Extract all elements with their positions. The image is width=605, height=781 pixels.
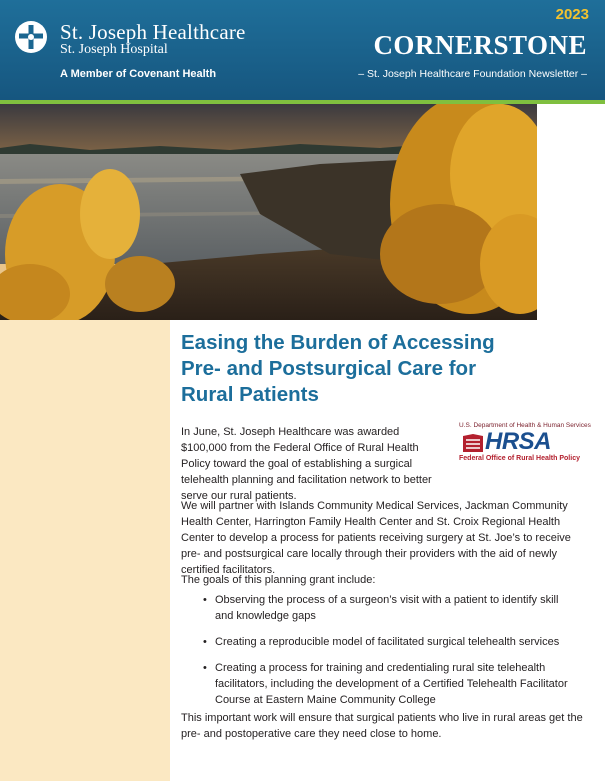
article-paragraph: This important work will ensure that surgical patients who live in rural areas get the pre- and postoperative care they need close to home. <box>181 712 583 740</box>
hrsa-department-text: U.S. Department of Health & Human Services <box>459 422 591 429</box>
article-paragraph: We will partner with Islands Community Medical Services, Jackman Community Health Center, Harrington Family Health Center and St. Croix Regional Health Center to develop a process for patients receiving surgery at St. Joe’s to receive pre- and postsurgical care locally through their providers with the aid of newly certified facilitators. <box>181 500 571 576</box>
hhs-eagle-icon <box>461 432 485 454</box>
list-item: • Observing the process of a surgeon’s visit with a patient to identify skill and knowledge gaps <box>201 592 571 624</box>
hrsa-tagline: Federal Office of Rural Health Policy <box>459 455 580 462</box>
list-item: • Creating a process for training and credentialing rural site telehealth facilitators, including the development of a Certified Telehealth Facilitator Course at Eastern Maine Community College <box>201 660 571 708</box>
member-line: A Member of Covenant Health <box>60 68 217 80</box>
article-headline: Easing the Burden of Accessing Pre- and Postsurgical Care for Rural Patients <box>181 331 495 406</box>
goals-intro: The goals of this planning grant include: <box>181 574 376 586</box>
newsletter-header <box>0 0 605 100</box>
article-paragraph: In June, St. Joseph Healthcare was awarded $100,000 from the Federal Office of Rural Health Policy toward the goal of establishing a surgical telehealth planning and facilitation network to better serve our rural patients. <box>181 426 432 502</box>
org-name: St. Joseph Healthcare <box>60 20 246 44</box>
hrsa-logo <box>459 422 589 464</box>
sidebar-panel <box>0 320 170 781</box>
masthead-title: CORNERSTONE <box>373 30 587 60</box>
hero-photo <box>0 104 537 320</box>
org-subtitle: St. Joseph Hospital <box>60 42 168 57</box>
list-item: • Creating a reproducible model of facilitated surgical telehealth services <box>201 634 571 650</box>
st-joseph-logo-icon <box>14 20 48 54</box>
goals-list <box>201 592 571 718</box>
hrsa-wordmark: HRSA <box>485 428 552 455</box>
hero-margin <box>537 104 605 320</box>
issue-year: 2023 <box>555 6 589 23</box>
masthead-subtitle: – St. Joseph Healthcare Foundation Newsletter – <box>358 68 587 80</box>
coastal-autumn-lake-photo-icon <box>0 104 537 320</box>
